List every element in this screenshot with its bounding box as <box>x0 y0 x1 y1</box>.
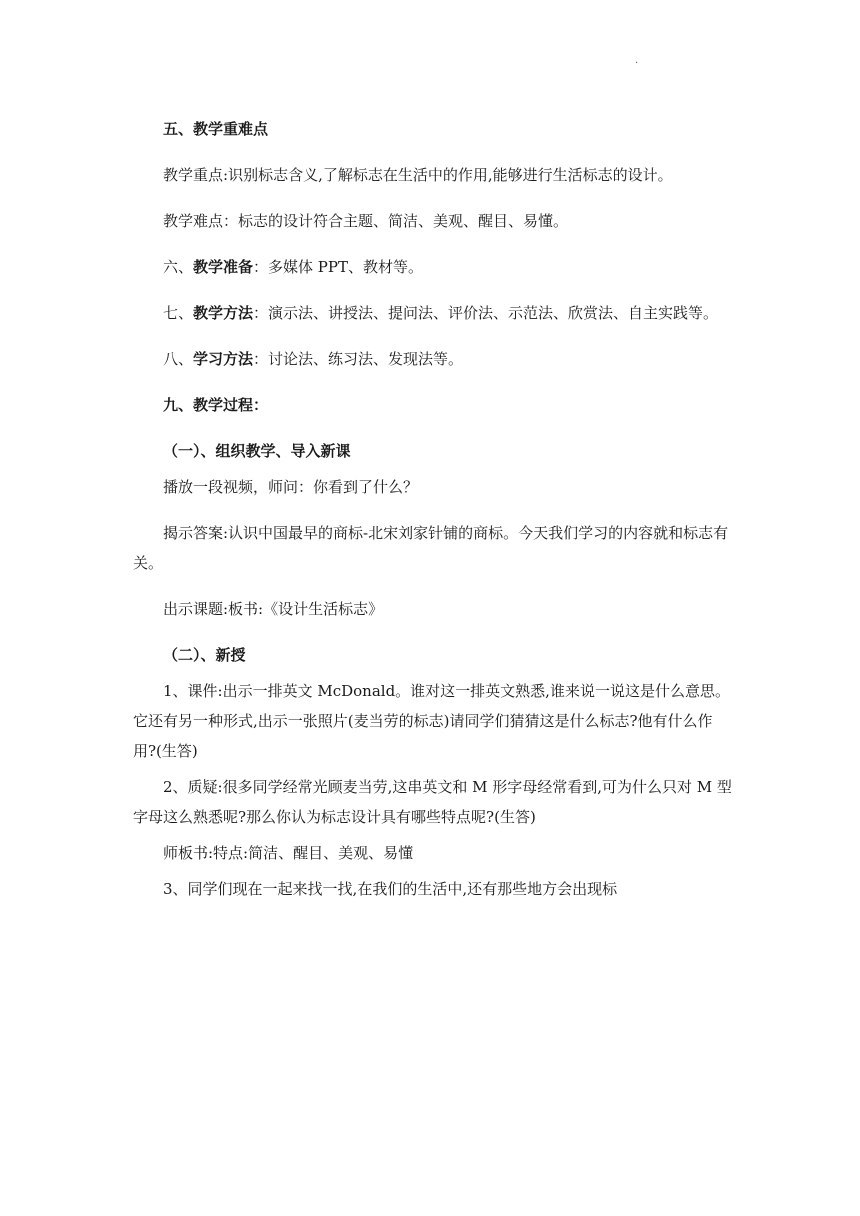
difficulty-paragraph <box>133 206 733 236</box>
part-1-paragraph-1: 播放一段视频，师问：你看到了什么？ <box>163 478 419 496</box>
part-2-paragraph-3: 师板书:特点:简洁、醒目、美观、易懂 <box>163 844 414 862</box>
key-point-label: 教学重点 <box>163 166 224 184</box>
part-1-title: （一）、组织教学、导入新课 <box>163 442 351 460</box>
difficulty-text: ：标志的设计符合主题、简洁、美观、醒目、易懂。 <box>223 212 569 230</box>
section-7-label: 教学方法 <box>193 304 254 322</box>
part-1-paragraph-3: 出示课题:板书:《设计生活标志》 <box>163 600 384 618</box>
part-2-paragraph-1: 1、课件:出示一排英文 McDonald。谁对这一排英文熟悉,谁来说一说这是什么意思。它还有另一种形式,出示一张照片(麦当劳的标志)请同学们猜猜这是什么标志?他有什么作用?(生答) <box>133 682 730 760</box>
section-5-title: 五、教学重难点 <box>163 120 269 138</box>
section-6-paragraph <box>133 252 733 282</box>
part-2-paragraph-2: 2、质疑:很多同学经常光顾麦当劳,这串英文和 M 形字母经常看到,可为什么只对 M 型字母这么熟悉呢?那么你认为标志设计具有哪些特点呢?(生答) <box>133 778 732 826</box>
section-7-paragraph <box>133 298 733 328</box>
section-7-prefix: 七、 <box>163 304 194 322</box>
section-8-prefix: 八、 <box>163 350 194 368</box>
difficulty-label: 教学难点 <box>163 212 224 230</box>
section-6-label: 教学准备 <box>193 258 254 276</box>
part-1-paragraph-2: 揭示答案:认识中国最早的商标-北宋刘家针铺的商标。今天我们学习的内容就和标志有关。 <box>133 524 729 572</box>
key-point-text: :识别标志含义,了解标志在生活中的作用,能够进行生活标志的设计。 <box>223 166 673 184</box>
section-9-title: 九、教学过程： <box>163 396 269 414</box>
part-2-paragraph-4: 3、同学们现在一起来找一找,在我们的生活中,还有那些地方会出现标 <box>163 880 618 898</box>
section-6-prefix: 六、 <box>163 258 194 276</box>
section-7-text: ：演示法、讲授法、提问法、评价法、示范法、欣赏法、自主实践等。 <box>253 304 719 322</box>
section-8-label: 学习方法 <box>193 350 254 368</box>
key-point-paragraph <box>133 160 733 190</box>
top-mark: . <box>635 55 639 66</box>
part-2-title: （二）、新授 <box>163 646 246 664</box>
document-body <box>133 114 733 904</box>
section-8-paragraph <box>133 344 733 374</box>
section-6-text: ：多媒体 PPT、教材等。 <box>253 258 423 276</box>
section-8-text: ：讨论法、练习法、发现法等。 <box>253 350 464 368</box>
